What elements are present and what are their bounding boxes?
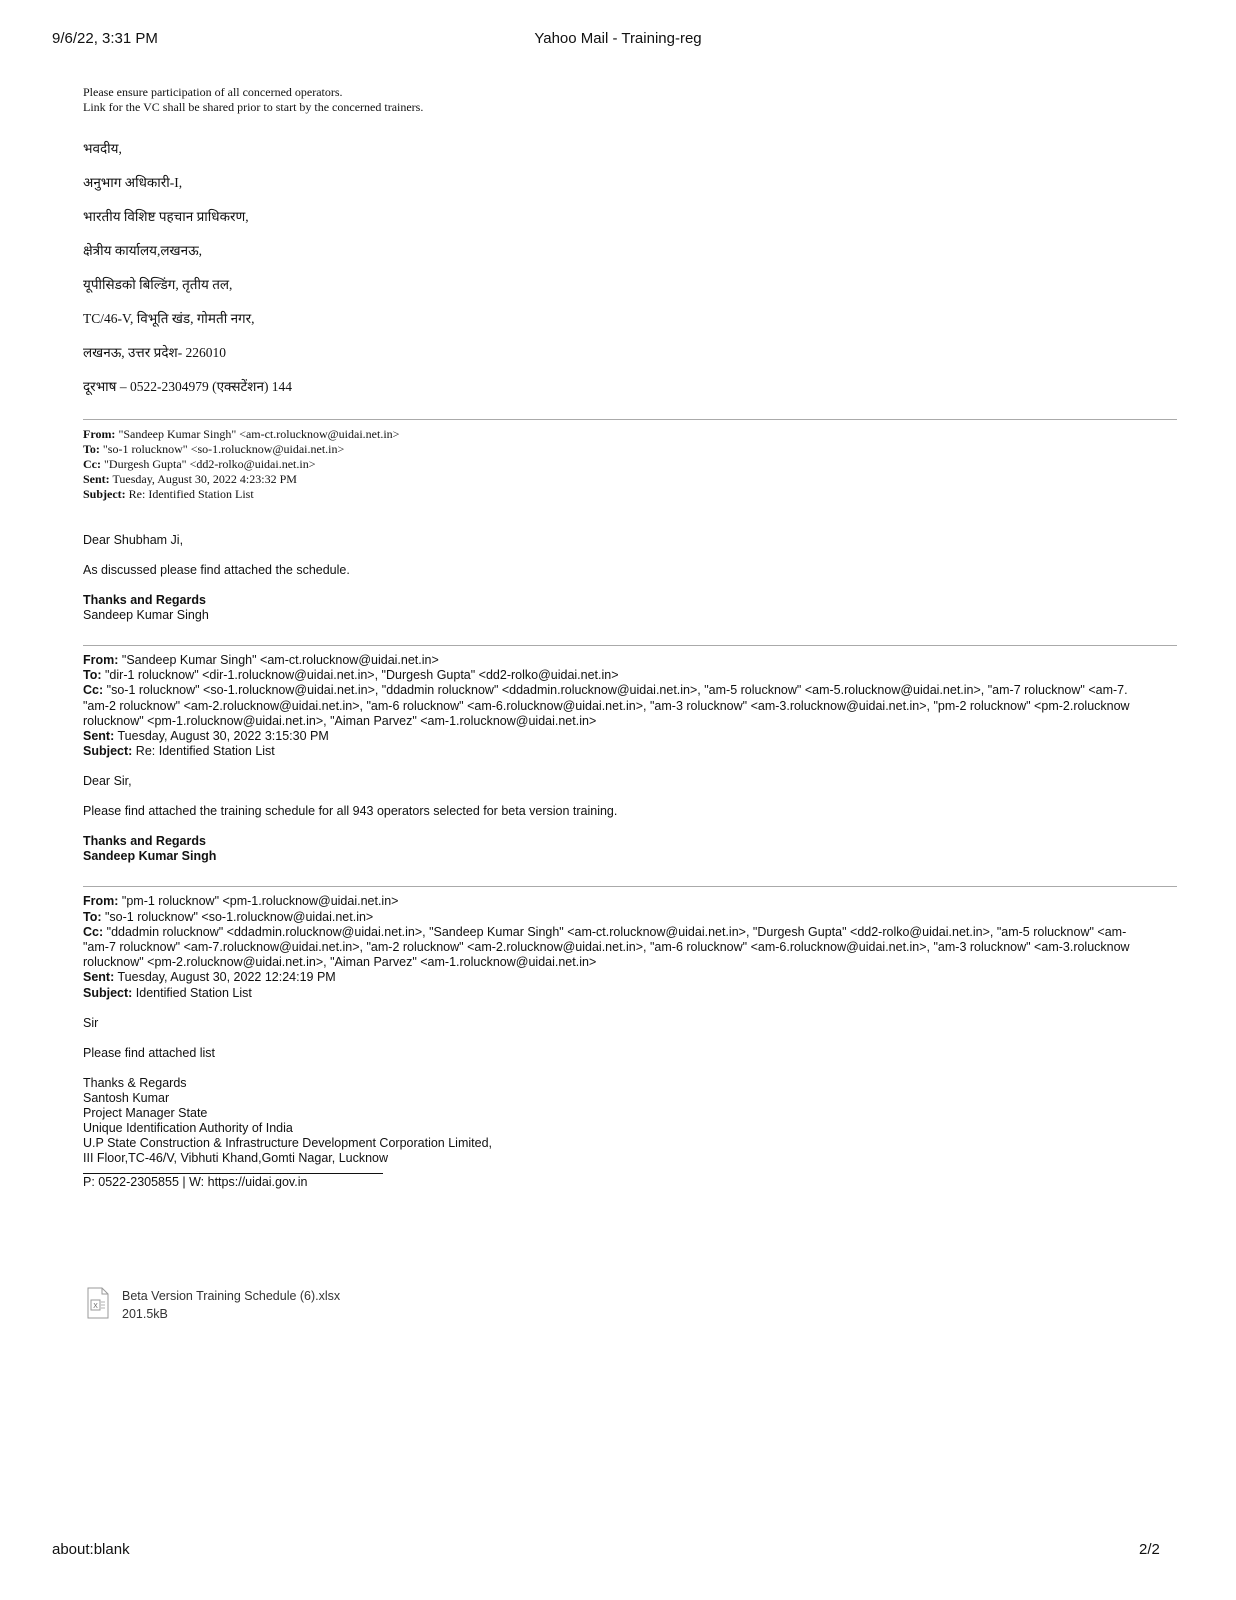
cc-label: Cc:: [83, 924, 104, 939]
sig-line: क्षेत्रीय कार्यालय,लखनऊ,: [83, 243, 203, 258]
from-label: From:: [83, 427, 116, 441]
subject-value: Identified Station List: [135, 985, 252, 1000]
signature-line: Santosh Kumar: [83, 1090, 170, 1105]
cc-continuation: rolucknow" <pm-1.rolucknow@uidai.net.in>, "Aiman Parvez" <am-1.rolucknow@uidai.net.in>: [83, 713, 597, 728]
sig-line: अनुभाग अधिकारी-I,: [83, 175, 183, 190]
from-value: "Sandeep Kumar Singh" <am-ct.rolucknow@uidai.net.in>: [118, 427, 400, 441]
print-datetime: 9/6/22, 3:31 PM: [52, 30, 158, 47]
message-body: As discussed please find attached the schedule.: [83, 563, 350, 577]
sig-line: भारतीय विशिष्ट पहचान प्राधिकरण,: [83, 209, 249, 224]
signature-rule: [83, 1173, 383, 1174]
to-value: "so-1 rolucknow" <so-1.rolucknow@uidai.net.in>: [105, 909, 374, 924]
message-signature-block: [83, 1076, 1177, 1166]
to-label: To:: [83, 442, 100, 456]
cc-continuation: rolucknow" <pm-2.rolucknow@uidai.net.in>, "Aiman Parvez" <am-1.rolucknow@uidai.net.in>: [83, 955, 597, 970]
cc-label: Cc:: [83, 457, 101, 471]
from-value: "Sandeep Kumar Singh" <am-ct.rolucknow@uidai.net.in>: [121, 653, 439, 667]
signature-line: U.P State Construction & Infrastructure Development Corporation Limited,: [83, 1135, 492, 1150]
to-label: To:: [83, 668, 102, 683]
attachment-size: 201.5kB: [122, 1307, 168, 1321]
quoted-message: [83, 887, 1177, 1189]
intro-line: Link for the VC shall be shared prior to start by the concerned trainers.: [83, 100, 424, 114]
intro-line: Please ensure participation of all concerned operators.: [83, 85, 343, 99]
from-label: From:: [83, 894, 119, 909]
signature-block: [83, 85, 1177, 395]
message-body: Please find attached the training schedule for all 943 operators selected for beta version training.: [83, 804, 618, 819]
sent-label: Sent:: [83, 472, 110, 486]
sig-line: भवदीय,: [83, 141, 122, 156]
message-greeting: Dear Sir,: [83, 774, 132, 789]
subject-label: Subject:: [83, 487, 126, 501]
signature-line: Unique Identification Authority of India: [83, 1120, 293, 1135]
cc-label: Cc:: [83, 683, 104, 698]
sent-value: Tuesday, August 30, 2022 4:23:32 PM: [112, 472, 297, 486]
excel-file-icon: [86, 1287, 110, 1319]
message-closing: Thanks and Regards: [83, 593, 206, 607]
message-headers: [83, 894, 1177, 1000]
cc-value: "Durgesh Gupta" <dd2-rolko@uidai.net.in>: [104, 457, 316, 471]
message-headers: [83, 427, 1177, 502]
print-url: about:blank: [52, 1541, 130, 1558]
cc-value: "so-1 rolucknow" <so-1.rolucknow@uidai.net.in>, "ddadmin rolucknow" <ddadmin.rolucknow@uidai.net.in>, "am-5 rolucknow" <am-5.rolucknow@uidai.net.in>, "am-7 rolucknow" <am-7.: [106, 683, 1128, 698]
page-title: Yahoo Mail - Training-reg: [534, 30, 702, 47]
sent-label: Sent:: [83, 970, 115, 985]
subject-label: Subject:: [83, 985, 133, 1000]
sig-line: दूरभाष – 0522-2304979 (एक्सटेंशन) 144: [83, 379, 293, 394]
message-headers: [83, 653, 1177, 759]
signature-contact: P: 0522-2305855 | W: https://uidai.gov.in: [83, 1174, 308, 1189]
subject-label: Subject:: [83, 744, 133, 759]
email-content: [83, 85, 1177, 1190]
signature-line: Thanks & Regards: [83, 1075, 187, 1090]
attachment-filename[interactable]: Beta Version Training Schedule (6).xlsx: [122, 1289, 341, 1303]
sent-label: Sent:: [83, 729, 115, 744]
svg-text:X: X: [93, 1302, 98, 1310]
quoted-message: [83, 420, 1177, 623]
from-label: From:: [83, 653, 119, 667]
sig-line: यूपीसिडको बिल्डिंग, तृतीय तल,: [83, 277, 233, 292]
quoted-message: [83, 646, 1177, 864]
sig-line: TC/46-V, विभूति खंड, गोमती नगर,: [83, 311, 255, 326]
cc-continuation: "am-2 rolucknow" <am-2.rolucknow@uidai.net.in>, "am-6 rolucknow" <am-6.rolucknow@uidai.net.in>, "am-3 rolucknow" <am-3.rolucknow@uidai.net.in>, "pm-2 rolucknow" <pm-2.rolucknow: [83, 698, 1130, 713]
to-value: "so-1 rolucknow" <so-1.rolucknow@uidai.net.in>: [102, 442, 345, 456]
cc-continuation: "am-7 rolucknow" <am-7.rolucknow@uidai.net.in>, "am-2 rolucknow" <am-2.rolucknow@uidai.net.in>, "am-6 rolucknow" <am-6.rolucknow@uidai.net.in>, "am-3 rolucknow" <am-3.rolucknow: [83, 940, 1130, 955]
page-number: 2/2: [1139, 1541, 1160, 1558]
subject-value: Re: Identified Station List: [128, 487, 254, 501]
to-value: "dir-1 rolucknow" <dir-1.rolucknow@uidai.net.in>, "Durgesh Gupta" <dd2-rolko@uidai.net.in>: [105, 668, 619, 683]
message-body: Please find attached list: [83, 1045, 216, 1060]
sent-value: Tuesday, August 30, 2022 3:15:30 PM: [117, 729, 329, 744]
message-closing: Thanks and Regards: [83, 834, 206, 849]
message-greeting: Dear Shubham Ji,: [83, 533, 184, 547]
signature-line: Project Manager State: [83, 1105, 208, 1120]
message-signature: Sandeep Kumar Singh: [83, 849, 217, 864]
to-label: To:: [83, 909, 102, 924]
sent-value: Tuesday, August 30, 2022 12:24:19 PM: [117, 970, 336, 985]
sig-line: लखनऊ, उत्तर प्रदेश- 226010: [83, 345, 227, 360]
attachment[interactable]: [86, 1287, 340, 1323]
from-value: "pm-1 rolucknow" <pm-1.rolucknow@uidai.net.in>: [121, 894, 399, 909]
message-greeting: Sir: [83, 1015, 99, 1030]
message-signature: Sandeep Kumar Singh: [83, 608, 209, 622]
cc-value: "ddadmin rolucknow" <ddadmin.rolucknow@uidai.net.in>, "Sandeep Kumar Singh" <am-ct.rolucknow@uidai.net.in>, "Durgesh Gupta" <dd2-rolko@uidai.net.in>, "am-5 rolucknow" <am-: [106, 924, 1127, 939]
signature-line: III Floor,TC-46/V, Vibhuti Khand,Gomti Nagar, Lucknow: [83, 1150, 389, 1165]
signature-intro: [83, 85, 1177, 115]
subject-value: Re: Identified Station List: [135, 744, 275, 759]
